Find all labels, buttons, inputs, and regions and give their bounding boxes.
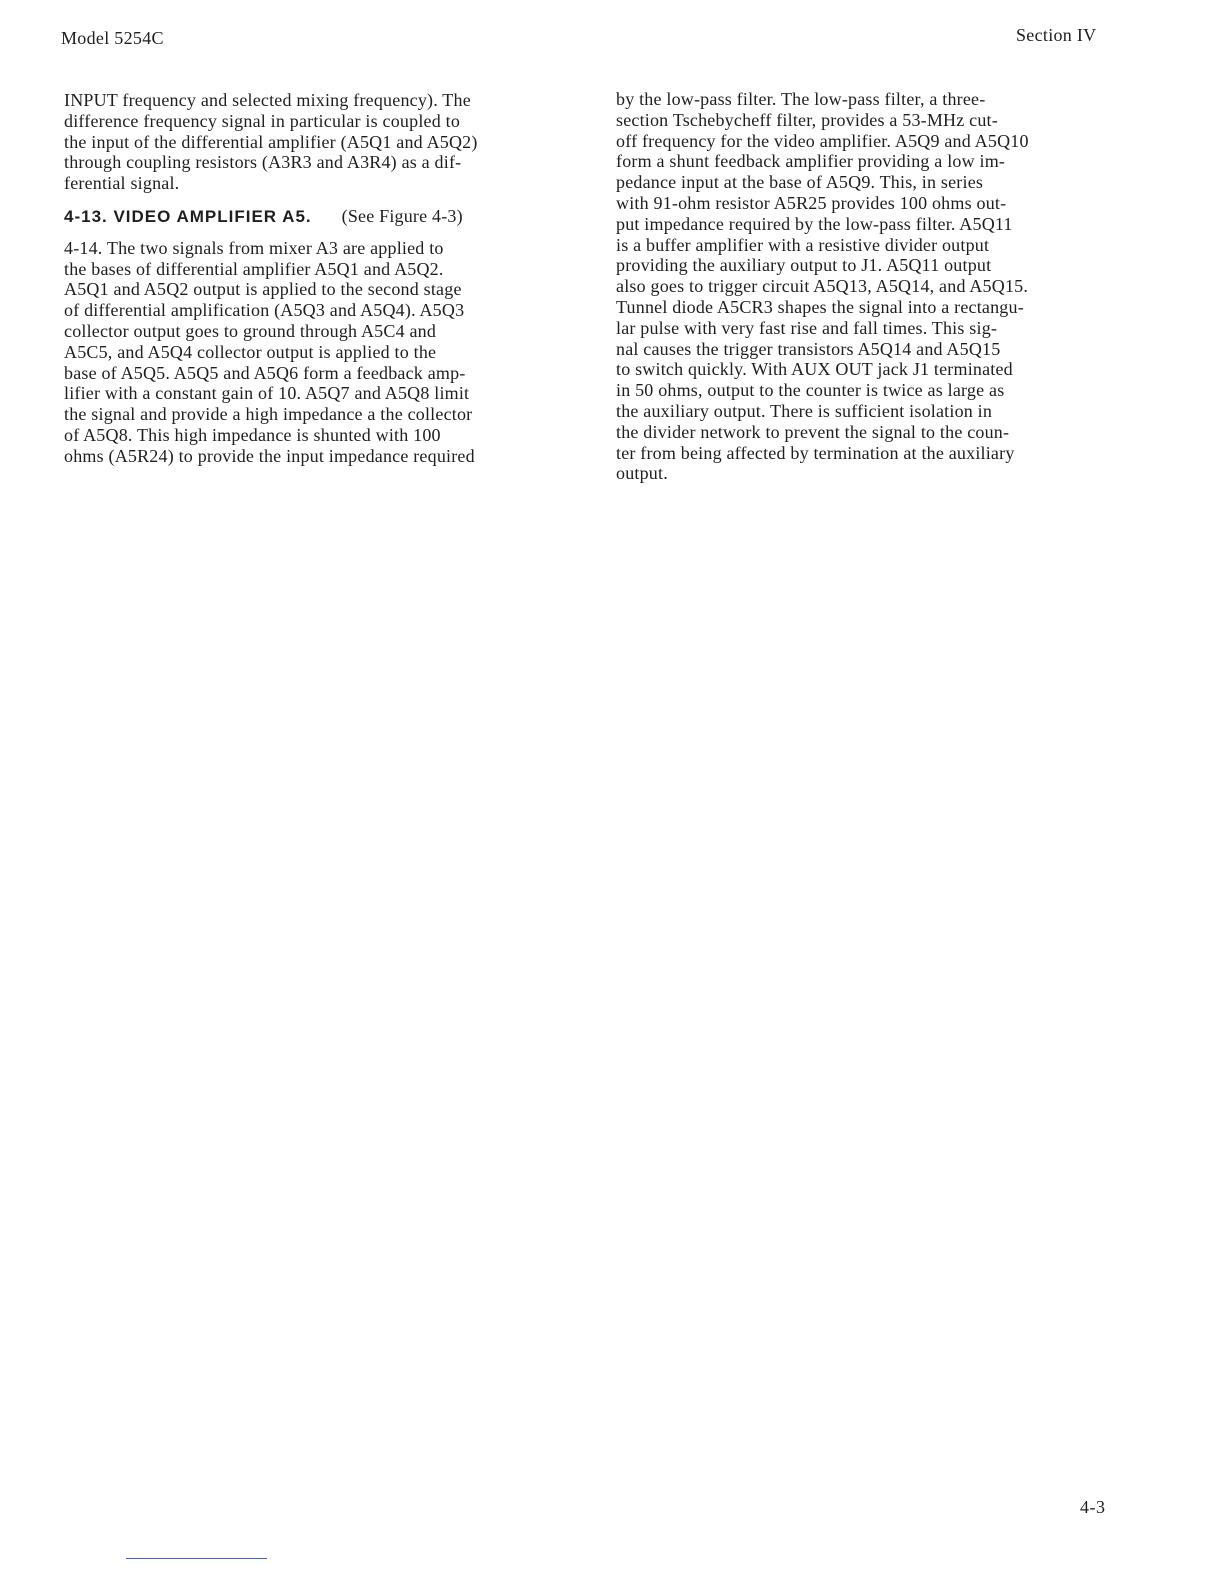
text-line: A5Q1 and A5Q2 output is applied to the second stage xyxy=(64,279,462,300)
header-section: Section IV xyxy=(1016,25,1097,45)
right-column xyxy=(616,89,1134,496)
text-line: put impedance required by the low-pass filter. A5Q11 xyxy=(616,213,1013,234)
page-number: 4-3 xyxy=(1080,1497,1106,1517)
text-line: ohms (A5R24) to provide the input impedance required xyxy=(64,445,475,466)
text-line: lifier with a constant gain of 10. A5Q7 and A5Q8 limit xyxy=(64,383,470,404)
paragraph-continued-right xyxy=(616,89,1134,484)
paragraph-continued xyxy=(64,90,586,194)
text-line: by the low-pass filter. The low-pass filter, a three- xyxy=(616,89,986,109)
text-line: of differential amplification (A5Q3 and A5Q4). A5Q3 xyxy=(64,300,465,321)
text-line: ferential signal. xyxy=(64,173,180,194)
text-line: in 50 ohms, output to the counter is twice as large as xyxy=(616,380,1005,401)
section-heading xyxy=(64,206,586,228)
footer-rule xyxy=(126,1558,267,1559)
text-line: lar pulse with very fast rise and fall times. This sig- xyxy=(616,317,998,338)
figure-reference: (See Figure 4-3) xyxy=(341,205,463,226)
text-line: the bases of differential amplifier A5Q1 and A5Q2. xyxy=(64,258,444,279)
text-line: the input of the differential amplifier (A5Q1 and A5Q2) xyxy=(64,131,478,152)
text-line: difference frequency signal in particular is coupled to xyxy=(64,110,461,131)
text-line: the signal and provide a high impedance a the collector xyxy=(64,404,473,425)
text-line: INPUT frequency and selected mixing frequency). The xyxy=(64,90,471,110)
text-line: collector output goes to ground through A5C4 and xyxy=(64,320,437,341)
text-line: the auxiliary output. There is sufficient isolation in xyxy=(616,400,993,421)
text-line: Tunnel diode A5CR3 shapes the signal into a rectangu- xyxy=(616,296,1024,317)
text-line: form a shunt feedback amplifier providing a low im- xyxy=(616,151,1006,172)
text-line: with 91-ohm resistor A5R25 provides 100 ohms out- xyxy=(616,192,1007,213)
paragraph-4-14 xyxy=(64,238,586,467)
left-column xyxy=(64,90,586,479)
text-line: output. xyxy=(616,463,668,484)
text-line: ter from being affected by termination at the auxiliary xyxy=(616,442,1015,463)
text-line: nal causes the trigger transistors A5Q14 and A5Q15 xyxy=(616,338,1001,359)
text-line: of A5Q8. This high impedance is shunted with 100 xyxy=(64,424,441,445)
text-line: the divider network to prevent the signal to the coun- xyxy=(616,421,1010,442)
text-line: off frequency for the video amplifier. A5Q9 and A5Q10 xyxy=(616,130,1029,151)
text-line: also goes to trigger circuit A5Q13, A5Q14, and A5Q15. xyxy=(616,276,1029,297)
text-line: is a buffer amplifier with a resistive divider output xyxy=(616,234,990,255)
text-line: 4-14. The two signals from mixer A3 are applied to xyxy=(64,237,444,258)
text-line: through coupling resistors (A3R3 and A3R4) as a dif- xyxy=(64,152,462,173)
text-line: A5C5, and A5Q4 collector output is applied to the xyxy=(64,341,437,362)
text-line: pedance input at the base of A5Q9. This, in series xyxy=(616,172,984,193)
text-line: base of A5Q5. A5Q5 and A5Q6 form a feedback amp- xyxy=(64,362,466,383)
text-line: section Tschebycheff filter, provides a 53-MHz cut- xyxy=(616,109,998,130)
text-line: to switch quickly. With AUX OUT jack J1 terminated xyxy=(616,359,1013,380)
section-heading-title: 4-13. VIDEO AMPLIFIER A5. xyxy=(64,206,312,226)
header-model: Model 5254C xyxy=(61,28,164,48)
text-line: providing the auxiliary output to J1. A5Q11 output xyxy=(616,255,992,276)
